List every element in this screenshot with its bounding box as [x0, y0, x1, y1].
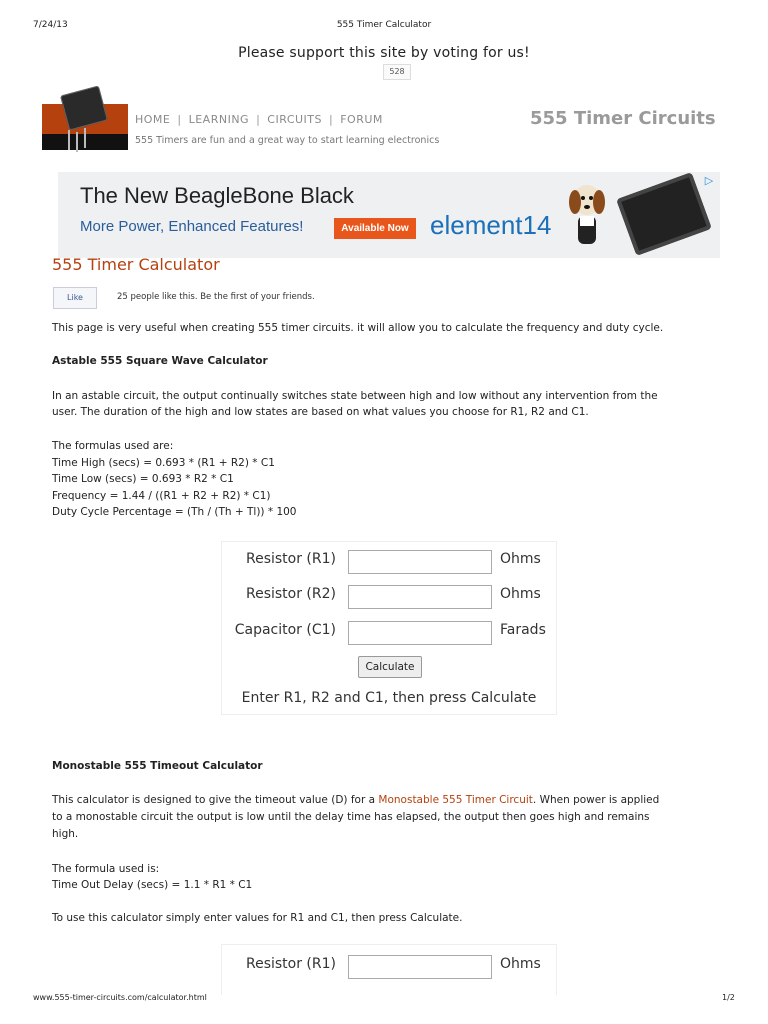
r2-input[interactable]	[348, 585, 492, 609]
site-brand[interactable]: 555 Timer Circuits	[530, 108, 716, 129]
calculator-hint: Enter R1, R2 and C1, then press Calculate	[241, 690, 537, 706]
nav-learning[interactable]: LEARNING	[188, 113, 250, 126]
like-count-text: 25 people like this. Be the first of your friends.	[117, 292, 315, 302]
nav-home[interactable]: HOME	[135, 113, 171, 126]
r2-unit: Ohms	[500, 586, 541, 602]
vote-count-badge[interactable]: 528	[383, 64, 411, 80]
formula-time-high: Time High (secs) = 0.693 * (R1 + R2) * C1	[52, 457, 275, 469]
monostable-heading: Monostable 555 Timeout Calculator	[52, 760, 263, 772]
print-url: www.555-timer-circuits.com/calculator.html	[33, 993, 207, 1002]
support-message: Please support this site by voting for us!	[238, 45, 530, 61]
astable-calculator	[221, 541, 557, 715]
formula-time-low: Time Low (secs) = 0.693 * R2 * C1	[52, 473, 234, 485]
nav-circuits[interactable]: CIRCUITS	[267, 113, 322, 126]
page-title: 555 Timer Calculator	[52, 255, 220, 274]
monostable-desc-3: high.	[52, 828, 79, 840]
mono-r1-input[interactable]	[348, 955, 492, 979]
formula-label: The formulas used are:	[52, 440, 174, 452]
monostable-circuit-link[interactable]: Monostable 555 Timer Circuit	[378, 794, 533, 806]
intro-text: This page is very useful when creating 555 timer circuits. it will allow you to calculate the frequency and duty cycle.	[52, 322, 664, 334]
ad-subtitle: More Power, Enhanced Features!	[80, 218, 304, 235]
monostable-desc-suffix: . When power is applied	[532, 794, 660, 806]
print-date: 7/24/13	[33, 20, 68, 30]
monostable-desc-prefix: This calculator is designed to give the timeout value (D) for a	[52, 794, 379, 806]
print-title: 555 Timer Calculator	[336, 20, 432, 30]
nav-forum[interactable]: FORUM	[340, 113, 383, 126]
ad-banner[interactable]	[58, 172, 720, 258]
beaglebone-board-icon	[616, 172, 712, 256]
ad-title: The New BeagleBone Black	[80, 183, 354, 208]
monostable-formula: Time Out Delay (secs) = 1.1 * R1 * C1	[52, 879, 253, 891]
astable-desc-2: user. The duration of the high and low states are based on what values you choose for R1, R2 and C1.	[52, 406, 589, 418]
nav-separator: |	[177, 113, 182, 126]
nav-separator: |	[256, 113, 261, 126]
calculate-button[interactable]: Calculate	[358, 656, 422, 678]
r2-label: Resistor (R2)	[245, 586, 336, 602]
r1-label: Resistor (R1)	[245, 551, 336, 567]
astable-desc-1: In an astable circuit, the output continually switches state between high and low without any intervention from the	[52, 390, 658, 402]
monostable-instruction: To use this calculator simply enter values for R1 and C1, then press Calculate.	[52, 912, 463, 924]
astable-heading: Astable 555 Square Wave Calculator	[52, 355, 268, 367]
ad-cta-button[interactable]: Available Now	[334, 218, 416, 239]
facebook-like-button[interactable]: Like	[53, 287, 97, 309]
c1-unit: Farads	[500, 622, 546, 638]
r1-input[interactable]	[348, 550, 492, 574]
formula-frequency: Frequency = 1.44 / ((R1 + R2 + R2) * C1)	[52, 490, 271, 502]
mono-r1-label: Resistor (R1)	[245, 956, 336, 972]
site-logo[interactable]	[42, 104, 128, 150]
site-tagline: 555 Timers are fun and a great way to start learning electronics	[135, 135, 440, 146]
r1-unit: Ohms	[500, 551, 541, 567]
ad-brand: element14	[430, 210, 552, 240]
print-page-number: 1/2	[722, 993, 735, 1002]
c1-input[interactable]	[348, 621, 492, 645]
ad-choices-icon[interactable]: ▷	[704, 174, 714, 187]
monostable-desc-1	[52, 792, 722, 809]
main-nav	[135, 113, 383, 126]
c1-label: Capacitor (C1)	[234, 622, 336, 638]
nav-separator: |	[329, 113, 334, 126]
beagle-dog-icon	[566, 180, 608, 250]
monostable-calculator	[221, 944, 557, 995]
mono-r1-unit: Ohms	[500, 956, 541, 972]
monostable-formula-label: The formula used is:	[52, 863, 160, 875]
monostable-desc-2: to a monostable circuit the output is low until the delay time has elapsed, the output then goes high and remains	[52, 811, 650, 823]
formula-duty-cycle: Duty Cycle Percentage = (Th / (Th + Tl)) * 100	[52, 506, 297, 518]
